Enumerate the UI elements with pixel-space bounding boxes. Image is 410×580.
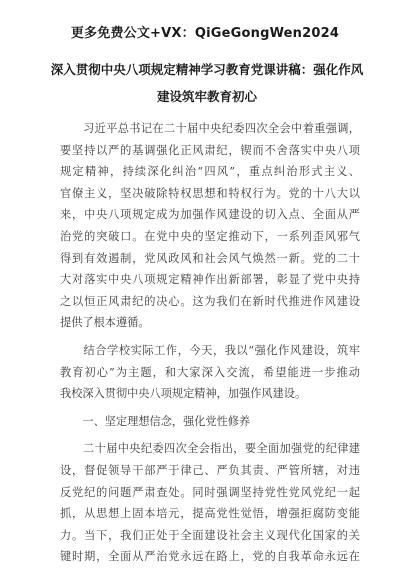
text-line: 力。当下，我们正处于全面建设社会主义现代化国家的关: [60, 528, 360, 542]
text-line: 设，督促领导干部严于律己、严负其责、严管所辖，对违: [60, 463, 360, 477]
text-line: 教育初心”为主题，和大家深入交流，希望能进一步推动: [60, 365, 360, 379]
text-line: 习近平总书记在二十届中央纪委四次全会中着重强调，: [60, 122, 360, 135]
document-body: [60, 118, 360, 568]
text-line: 官僚主义，坚决破除特权思想和特权行为。党的十八大以: [60, 186, 360, 200]
text-line: 二十届中央纪委四次全会指出，要全面加强党的纪律建: [60, 442, 360, 456]
text-line: 结合学校实际工作，今天，我以“强化作风建设，筑牢: [60, 343, 360, 357]
text-line: 要坚持以严的基调强化正风肃纪，锲而不舍落实中央八项: [60, 143, 360, 157]
text-line: 我校深入贯彻中央八项规定精神，加强作风建设。: [60, 387, 307, 401]
paragraph-theme: [60, 340, 360, 405]
text-line: 之以恒正风肃纪的决心。这为我们在新时代推进作风建设: [60, 294, 360, 308]
title-line: 建设筑牢教育初心: [156, 89, 257, 104]
text-line: 大对落实中央八项规定精神作出新部署，彰显了党中央持: [60, 273, 360, 287]
text-line: 抓，从思想上固本培元，提高党性觉悟，增强拒腐防变能: [60, 507, 360, 521]
paragraph-section-one: [60, 438, 360, 568]
section-heading: [60, 411, 360, 433]
text-line: 规定精神，持续深化纠治“四风”，重点纠治形式主义、: [60, 165, 360, 179]
header-watermark-text: 更多免费公文+VX：QiGeGongWen2024: [70, 26, 340, 41]
text-line: 提供了根本遵循。: [60, 316, 150, 330]
title-line: 深入贯彻中央八项规定精神学习教育党课讲稿：强化作风: [50, 62, 364, 77]
text-line: 反党纪的问题严肃查处。同时强调坚持党性党风党纪一起: [60, 485, 360, 499]
text-line: 键时期，全面从严治党永远在路上，党的自我革命永远在: [60, 550, 360, 564]
text-line: 一、坚定理想信念，强化党性修养: [60, 414, 251, 428]
text-line: 治党的突破口。在党中央的坚定推动下，一系列歪风邪气: [60, 229, 360, 243]
text-line: 得到有效遏制，党风政风和社会风气焕然一新。党的二十: [60, 251, 360, 265]
paragraph-intro: [60, 118, 360, 334]
document-title: [48, 56, 366, 110]
text-line: 来，中央八项规定成为加强作风建设的切入点、全面从严: [60, 208, 360, 222]
